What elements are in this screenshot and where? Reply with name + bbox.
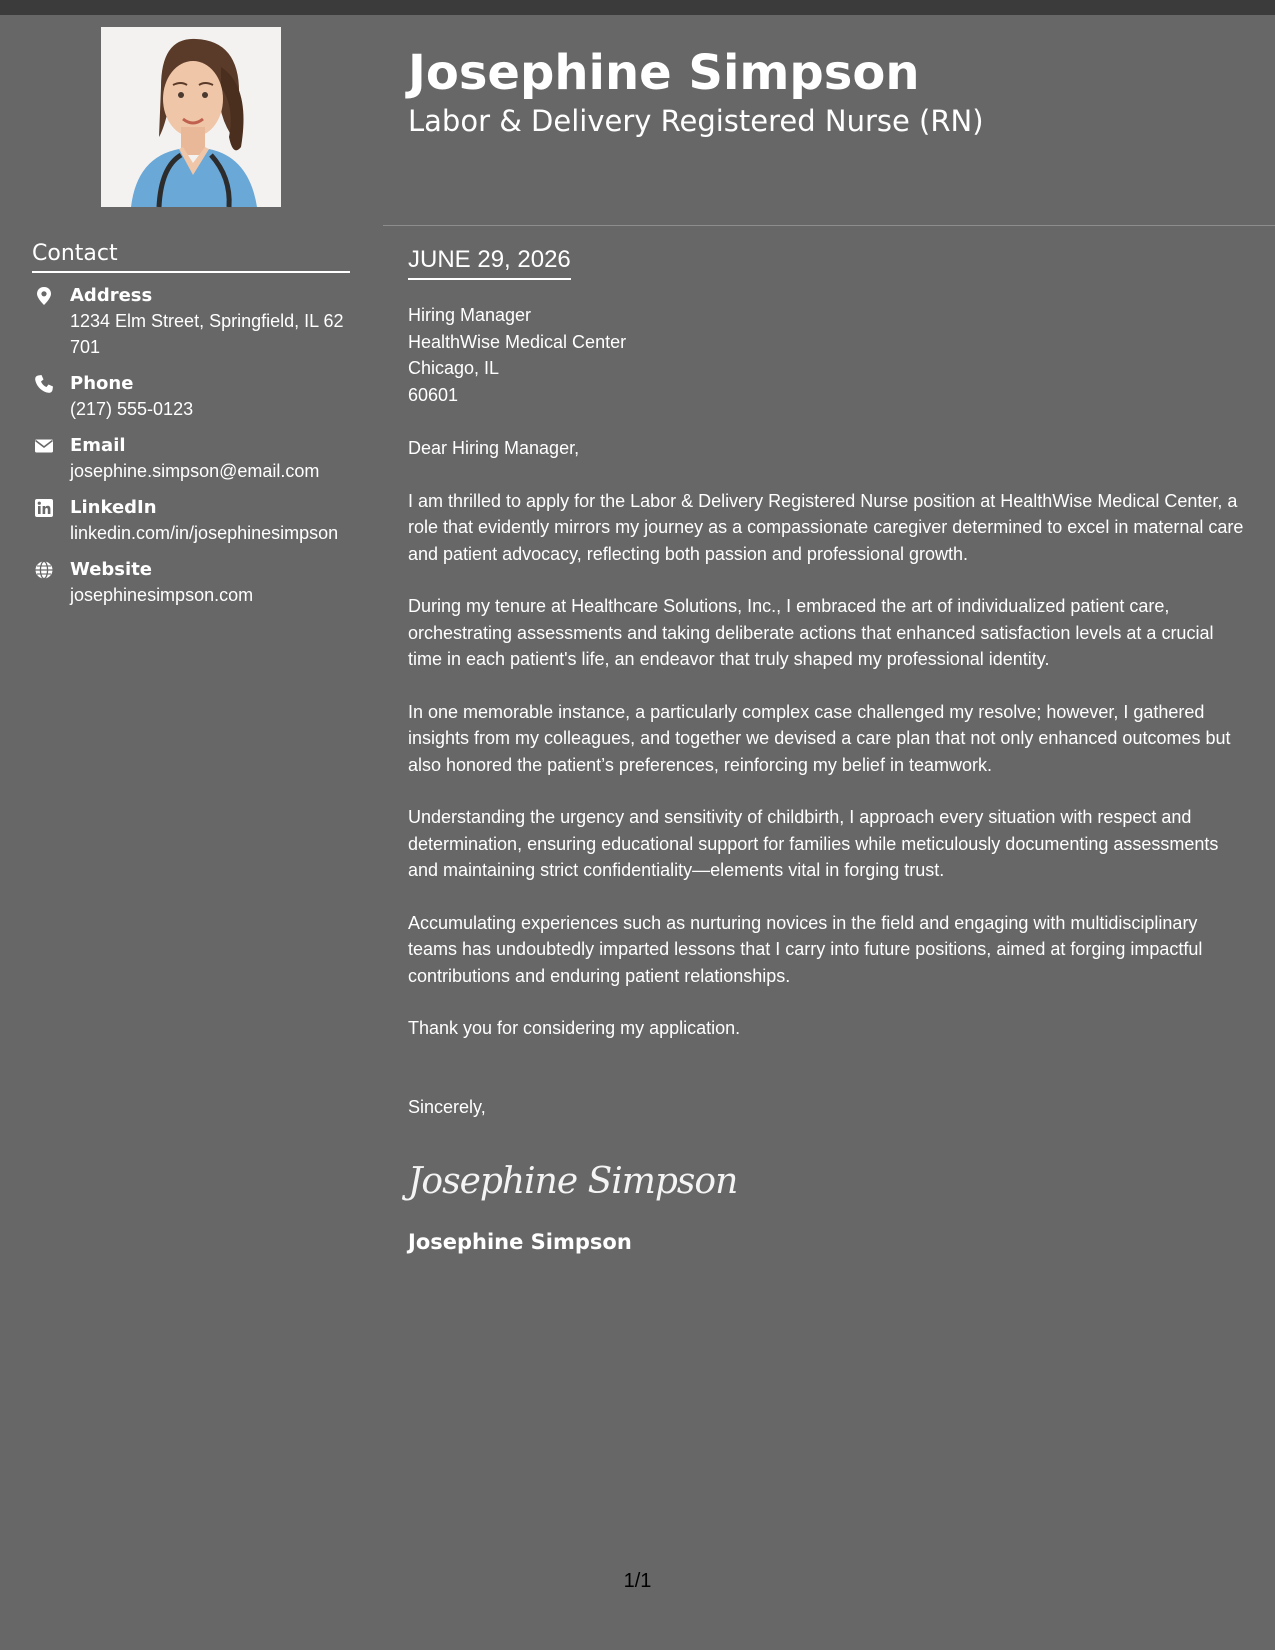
header-divider: [383, 225, 1275, 226]
letter-paragraph: Accumulating experiences such as nurturing novices in the field and engaging with multidisciplinary teams has undoubtedly imparted lessons that I carry into future positions, aimed at forging impactful contributions and enduring patient relationships.: [408, 912, 1203, 986]
recipient-line: HealthWise Medical Center: [408, 331, 627, 352]
recipient-line: Chicago, IL: [408, 358, 500, 378]
profile-photo: [101, 27, 281, 207]
map-pin-icon: [34, 286, 54, 306]
contact-heading: Contact: [32, 240, 350, 273]
recipient-line: Hiring Manager: [408, 305, 532, 325]
contact-label: Email: [70, 435, 126, 456]
contact-value[interactable]: josephine.simpson@email.com: [70, 461, 320, 481]
contact-item-phone: [32, 372, 352, 422]
letter-date: JUNE 29, 2026: [408, 244, 571, 280]
contact-value: (217) 555-0123: [70, 399, 194, 419]
letter-paragraph: I am thrilled to apply for the Labor & Delivery Registered Nurse position at HealthWise Medical Center, a role that evidently mirrors my journey as a compassionate caregiver determined to excel in maternal care and patient advocacy, reflecting both passion and professional growth.: [408, 490, 1244, 564]
page-number: 1/1: [623, 1570, 652, 1592]
signature: Josephine Simpson: [408, 1161, 738, 1202]
salutation: Dear Hiring Manager,: [408, 438, 580, 458]
signed-name: Josephine Simpson: [408, 1230, 632, 1254]
linkedin-icon: [34, 498, 54, 518]
recipient-line: 60601: [408, 384, 459, 405]
avatar: [101, 27, 281, 207]
contact-label: Website: [70, 559, 153, 580]
envelope-icon: [34, 436, 54, 456]
letter-paragraph: In one memorable instance, a particularly complex case challenged my resolve; however, I gathered insights from my colleagues, and together we devised a care plan that not only enhanced outcomes but also honored the patient’s preferences, reinforcing my belief in teamwork.: [408, 701, 1231, 775]
contact-item-address: [32, 284, 352, 360]
contact-item-email: [32, 434, 352, 484]
closing: Sincerely,: [408, 1096, 486, 1117]
contact-value[interactable]: josephinesimpson.com: [70, 585, 254, 605]
contact-label: LinkedIn: [70, 497, 157, 518]
letter-paragraph: Understanding the urgency and sensitivity of childbirth, I approach every situation with respect and determination, ensuring educational support for families while meticulously documenting assessments and maintaining strict confidentiality—elements vital in forging trust.: [408, 807, 1219, 880]
contact-label: Address: [70, 285, 153, 306]
contact-value: 1234 Elm Street, Springfield, IL 62701: [70, 311, 344, 357]
recipient-block: [408, 302, 1248, 408]
contact-item-linkedin: [32, 496, 352, 546]
top-bar: [0, 0, 1275, 15]
globe-icon: [34, 560, 54, 580]
phone-icon: [34, 374, 54, 394]
contact-value[interactable]: linkedin.com/in/josephinesimpson: [70, 523, 339, 543]
letter-paragraph: Thank you for considering my application.: [408, 1018, 741, 1038]
candidate-name: Josephine Simpson: [408, 45, 920, 101]
job-title: Labor & Delivery Registered Nurse (RN): [408, 104, 984, 138]
letter-body: [408, 302, 1248, 1256]
letter-paragraph: During my tenure at Healthcare Solutions, Inc., I embraced the art of individualized patient care, orchestrating assessments and taking deliberate actions that enhanced satisfaction levels at a crucial time in each patient's life, an endeavor that truly shaped my professional identity.: [408, 596, 1214, 669]
contact-label: Phone: [70, 373, 134, 394]
contact-list: [32, 284, 352, 620]
contact-item-website: [32, 558, 352, 608]
